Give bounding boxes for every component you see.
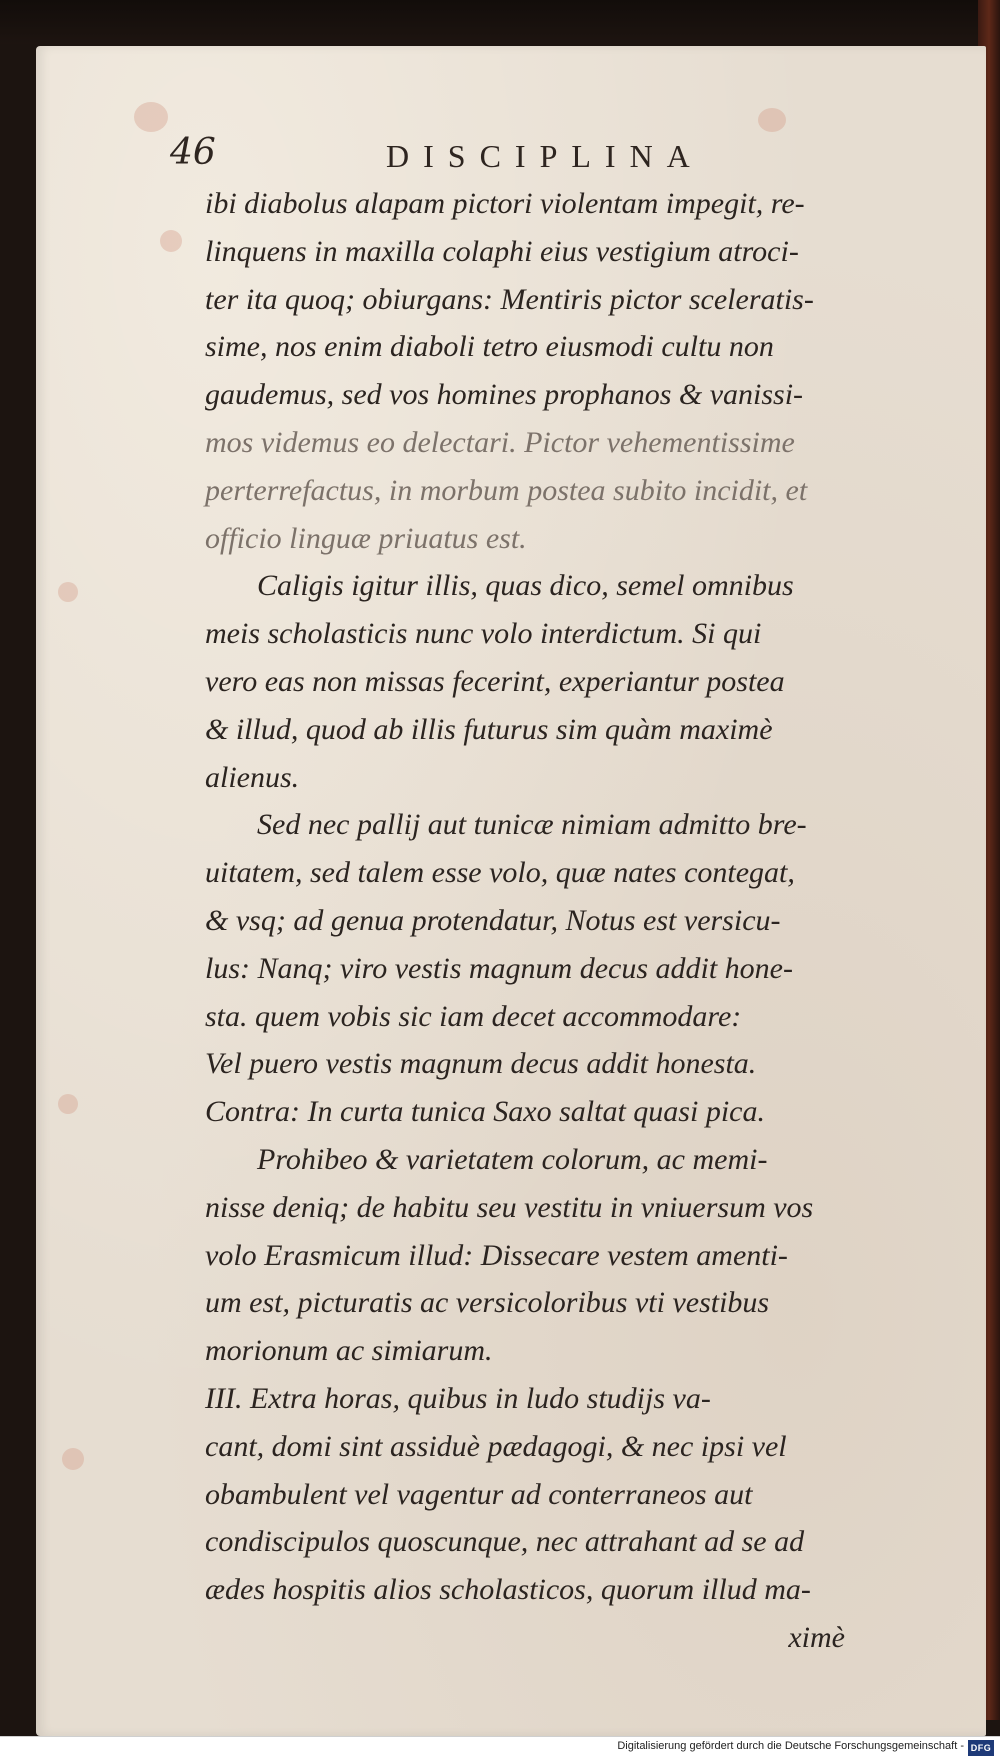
digitization-footer [0, 1736, 1000, 1761]
text-line: officio linguæ priuatus est. [205, 521, 527, 555]
text-line: nisse deniq; de habitu seu vestitu in vniuersum vos [205, 1190, 814, 1224]
body-text [205, 180, 845, 1662]
text-line: meis scholasticis nunc volo interdictum. Si qui [205, 617, 762, 651]
text-line: Contra: In curta tunica Saxo saltat quasi pica. [205, 1095, 765, 1129]
text-line: mos videmus eo delectari. Pictor vehementissime [205, 425, 795, 459]
text-line: & vsq; ad genua protendatur, Notus est versicu- [205, 903, 781, 937]
text-line: vero eas non missas fecerint, experiantur postea [205, 664, 785, 698]
text-line: um est, picturatis ac versicoloribus vti vestibus [205, 1286, 770, 1320]
text-line: Caligis igitur illis, quas dico, semel omnibus [257, 569, 794, 603]
text-line: morionum ac simiarum. [205, 1334, 493, 1368]
stain [134, 102, 168, 132]
text-line: uitatem, sed talem esse volo, quæ nates contegat, [205, 856, 795, 890]
text-line: Sed nec pallij aut tunicæ nimiam admitto bre- [257, 808, 807, 842]
page-number: 46 [170, 132, 216, 173]
text-line: lus: Nanq; viro vestis magnum decus addit hone- [205, 951, 793, 985]
text-line: ibi diabolus alapam pictori violentam impegit, re- [205, 187, 805, 220]
stain [160, 230, 182, 252]
text-line: obambulent vel vagentur ad conterraneos aut [205, 1477, 753, 1511]
scan-background-top [0, 0, 1000, 44]
funding-credit: Digitalisierung gefördert durch die Deutsche Forschungsgemeinschaft - [617, 1740, 964, 1752]
text-line: ædes hospitis alios scholasticos, quorum illud ma- [205, 1573, 811, 1607]
text-line: alienus. [205, 760, 300, 794]
text-line: linquens in maxilla colaphi eius vestigium atroci- [205, 234, 799, 268]
stain [58, 582, 78, 602]
text-line: perterrefactus, in morbum postea subito incidit, et [205, 473, 808, 507]
stain [62, 1448, 84, 1470]
text-line: volo Erasmicum illud: Dissecare vestem amenti- [205, 1238, 788, 1272]
text-line: sime, nos enim diaboli tetro eiusmodi cultu non [205, 330, 774, 364]
text-line: gaudemus, sed vos homines prophanos & vanissi- [205, 378, 804, 412]
text-line: sta. quem vobis sic iam decet accommodare: [205, 999, 742, 1033]
running-head: DISCIPLINA [386, 138, 704, 174]
catchword: ximè [788, 1620, 845, 1654]
text-line: ter ita quoq; obiurgans: Mentiris pictor sceleratis- [205, 282, 814, 316]
stain [58, 1094, 78, 1114]
text-line: Vel puero vestis magnum decus addit honesta. [205, 1047, 757, 1081]
text-line: cant, domi sint assiduè pædagogi, & nec ipsi vel [205, 1429, 787, 1463]
text-line: & illud, quod ab illis futurus sim quàm maximè [205, 712, 773, 746]
text-line: Prohibeo & varietatem colorum, ac memi- [257, 1142, 768, 1176]
text-line: condiscipulos quoscunque, nec attrahant ad se ad [205, 1525, 805, 1559]
dfg-logo: DFG [968, 1740, 994, 1756]
stain [758, 108, 786, 132]
text-line: III. Extra horas, quibus in ludo studijs va- [205, 1381, 711, 1415]
